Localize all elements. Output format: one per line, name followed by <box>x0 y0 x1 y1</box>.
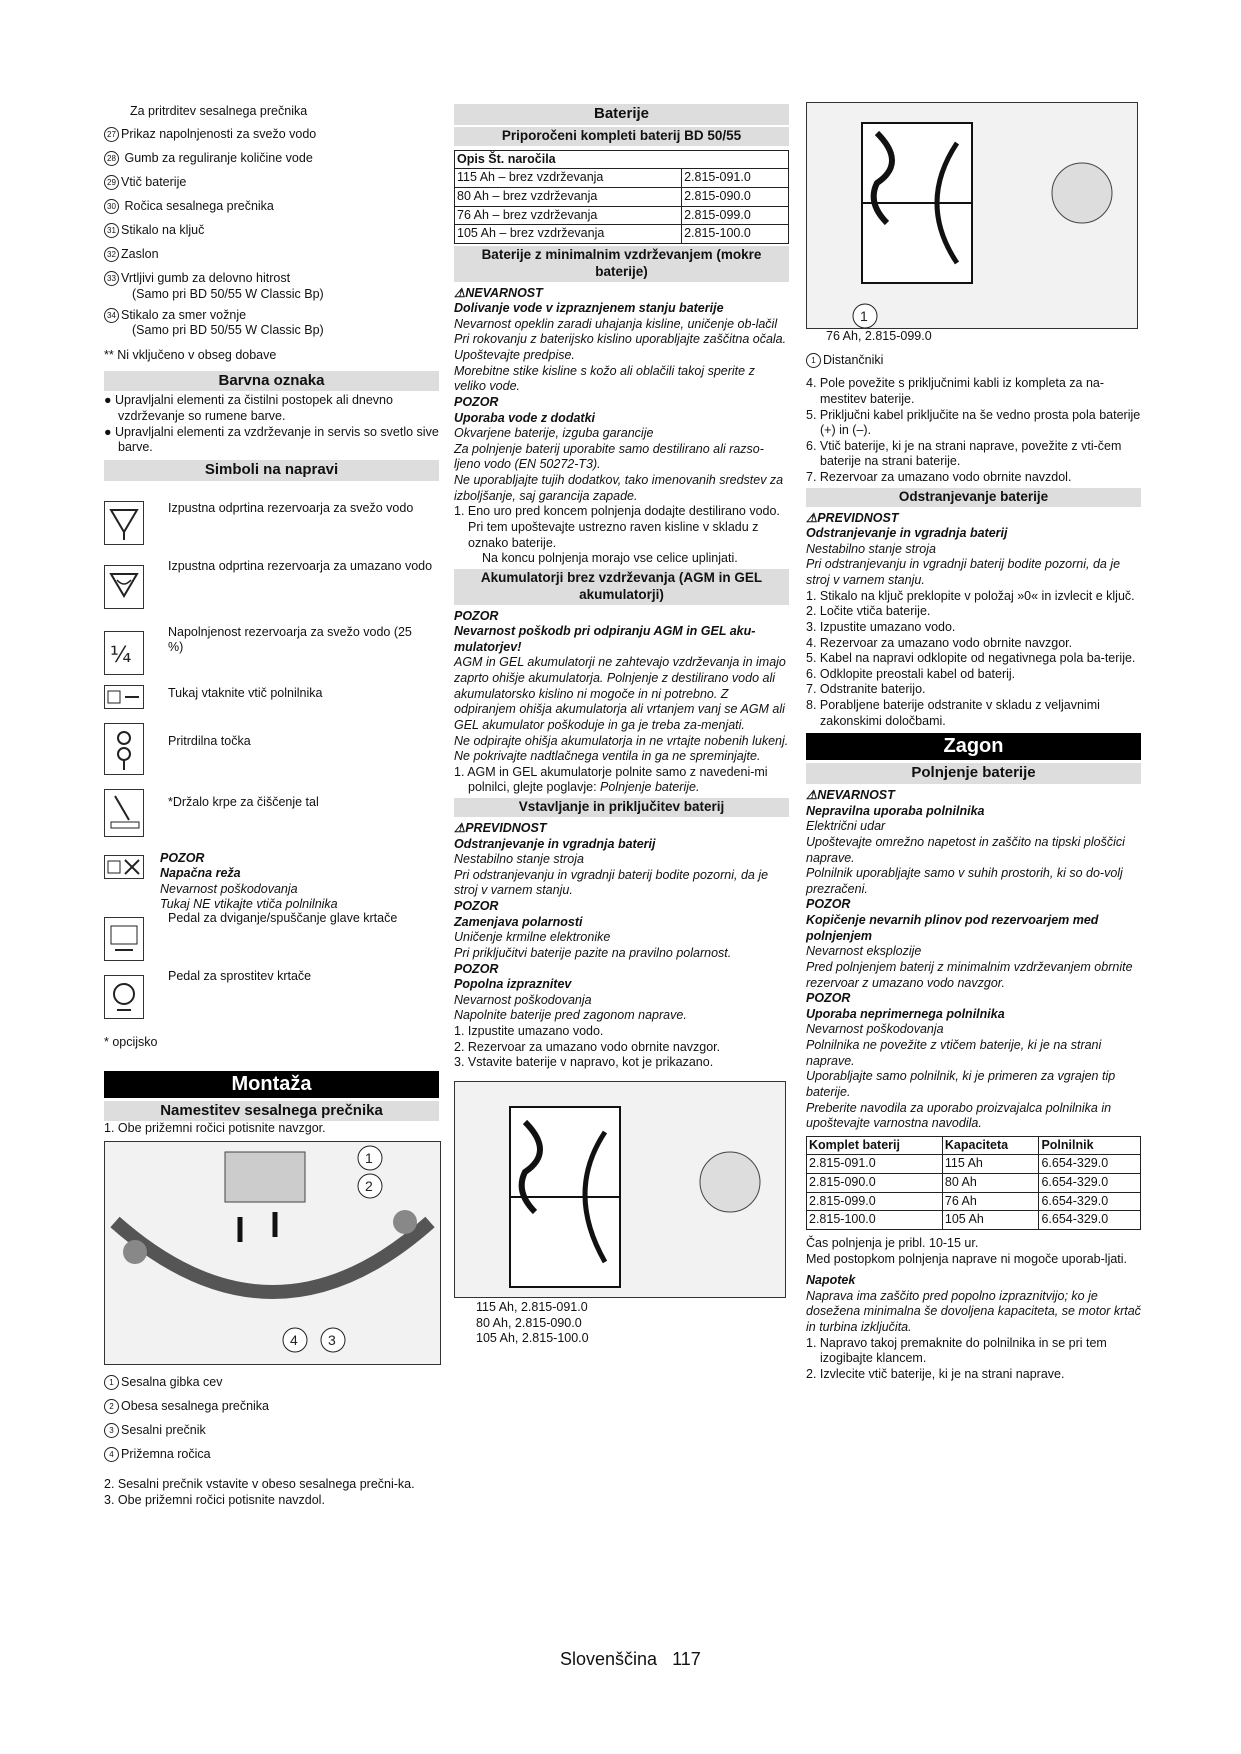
caution-label: ⚠PREVIDNOST <box>806 510 899 525</box>
legend-item: 28 Gumb za reguliranje količine vode <box>104 151 439 175</box>
section-heading-symbols: Simboli na napravi <box>104 460 439 481</box>
step: 3. Obe prižemni ročici potisnite navzdol. <box>104 1492 325 1507</box>
table-row: 105 Ah – brez vzdrževanja 2.815-100.0 <box>455 225 789 244</box>
caution-text: Pred polnjenjem baterij z minimalnim vzdrževanjem obrnite rezervoar z umazano vodo navzgor. <box>806 959 1133 990</box>
danger-text: Upoštevajte predpise. <box>454 348 575 362</box>
caution-title: Odstranjevanje in vgradnja baterij <box>454 836 656 851</box>
wrong-slot-icon <box>104 855 144 879</box>
callout-number: 1 <box>860 308 868 324</box>
number-badge: 27 <box>104 127 119 142</box>
number-badge: 28 <box>104 151 119 166</box>
legend-list <box>104 104 439 339</box>
footer-language: Slovenščina <box>560 1649 658 1669</box>
caution-title: Odstranjevanje in vgradnja baterij <box>806 526 1008 541</box>
table-row: 80 Ah – brez vzdrževanja 2.815-090.0 <box>455 187 789 206</box>
caution-text: Preberite navodila za uporabo proizvajalca polnilnika in upoštevajte varnostna navodila. <box>806 1100 1112 1131</box>
legend-item: 27 Prikaz napolnjenosti za svežo vodo <box>104 127 439 151</box>
squeegee-figure <box>104 1141 441 1365</box>
caution-text: Ne pokrivajte nadtlačnega ventila in ga ne spreminjajte. <box>454 749 761 764</box>
symbol-label: Pedal za dviganje/spuščanje glave krtače <box>168 910 398 925</box>
legend-item: 33 Vrtljivi gumb za delovno hitrost <box>104 271 439 287</box>
number-badge: 1 <box>104 1375 119 1390</box>
legend-item: 3 Sesalni prečnik <box>104 1423 439 1447</box>
legend-item: 2 Obesa sesalnega prečnika <box>104 1399 439 1423</box>
callout-number: 1 <box>365 1149 373 1166</box>
caution-text: Ne odpirajte ohišja akumulatorja in ne vrtajte nobenih lukenj. <box>454 733 789 748</box>
step: 2. Sesalni prečnik vstavite v obeso sesalnega prečni-ka. <box>104 1476 415 1491</box>
step: 6. Odklopite preostali kabel od baterij. <box>806 666 1016 681</box>
symbol-label: Izpustna odprtina rezervoarja za umazano vodo <box>168 558 433 573</box>
caution-text: Uporabljajte samo polnilnik, ki je primeren za vgrajen tip baterije. <box>806 1069 1116 1099</box>
callout-number: 4 <box>290 1331 298 1348</box>
figure-caption: 76 Ah, 2.815-099.0 <box>826 329 932 343</box>
caution-label: POZOR <box>454 608 499 623</box>
section-heading-baterije: Baterije <box>454 104 789 125</box>
warning-text: Nevarnost poškodovanja <box>160 881 298 896</box>
number-badge: 34 <box>104 308 119 323</box>
step: 7. Rezervoar za umazano vodo obrnite navzdol. <box>806 470 1072 484</box>
table-row: 2.815-099.0 76 Ah 6.654-329.0 <box>807 1192 1141 1211</box>
steps-list <box>806 589 1141 730</box>
caution-title: Uporaba vode z dodatki <box>454 410 595 425</box>
callout-number: 2 <box>365 1177 373 1194</box>
warning-label: POZOR <box>160 850 205 865</box>
step: 2. Ločite vtiča baterije. <box>806 604 931 619</box>
table-row: 76 Ah – brez vzdrževanja 2.815-099.0 <box>455 206 789 225</box>
symbol-label: Pedal za sprostitev krtače <box>168 968 312 983</box>
dirty-water-outlet-icon <box>104 565 144 609</box>
danger-title: Dolivanje vode v izpraznjenem stanju baterije <box>454 301 724 316</box>
number-badge: 30 <box>104 199 119 214</box>
fresh-water-outlet-icon <box>104 501 144 545</box>
section-subheading: Akumulatorji brez vzdrževanja (AGM in GEL akumulatorji) <box>454 569 789 605</box>
danger-text: Polnilnik uporabljajte samo v suhih prostorih, ki so do-volj prezračeni. <box>806 866 1123 896</box>
caution-text: Nevarnost poškodovanja <box>454 992 592 1007</box>
caution-text: Nevarnost eksplozije <box>806 944 922 959</box>
step: 2. Izvlecite vtič baterije, ki je na strani naprave. <box>806 1366 1065 1381</box>
step: 1. AGM in GEL akumulatorje polnite samo z navedeni-mi polnilci, glejte poglavje: Polnjenje baterije. <box>454 764 768 795</box>
caution-block <box>454 609 789 765</box>
step: 1. Napravo takoj premaknite do polnilnika in se pri tem izogibajte klancem. <box>806 1335 1107 1366</box>
callout-number: 3 <box>328 1331 336 1348</box>
caution-text: Pri odstranjevanju in vgradnji baterij bodite pozorni, da je stroj v varnem stanju. <box>806 557 1121 587</box>
number-badge: 2 <box>104 1399 119 1414</box>
steps-list <box>806 376 1141 485</box>
caution-text: AGM in GEL akumulatorji ne zahtevajo vzdrževanja in imajo zaprto ohišje akumulatorja. Polnjenje z destilirano vodo ali akumulatorsko kislino ni mogoče in ni potrebno. Z odpiranjem ohišja akumulatorja ali vrtanjem vanj se AGM ali GEL akumulator poškoduje in ga je treba za-menjati. <box>454 655 786 732</box>
symbol-label: Pritrdilna točka <box>168 733 251 748</box>
number-badge: 3 <box>104 1423 119 1438</box>
brush-release-pedal-icon <box>104 975 144 1019</box>
note-block <box>806 1273 1141 1336</box>
step: 4. Rezervoar za umazano vodo obrnite navzgor. <box>806 635 1073 650</box>
optional-note: * opcijsko <box>104 1034 158 1049</box>
caution-title: Uporaba neprimernega polnilnika <box>806 1006 1005 1021</box>
caution-label: POZOR <box>806 897 851 912</box>
caution-text: Nevarnost poškodovanja <box>806 1022 944 1037</box>
caution-block <box>454 962 789 1025</box>
section-subheading: Odstranjevanje baterije <box>806 488 1141 507</box>
caution-text: Pri priključitvi baterije pazite na pravilno polarnost. <box>454 945 732 960</box>
danger-label: ⚠NEVARNOST <box>806 788 895 802</box>
danger-block <box>806 788 1141 897</box>
legend-item: 32 Zaslon <box>104 247 439 271</box>
number-badge: 29 <box>104 175 119 190</box>
step: 3. Vstavite baterije v napravo, kot je prikazano. <box>454 1055 714 1070</box>
symbol-label: Izpustna odprtina rezervoarja za svežo vodo <box>168 500 414 515</box>
symbol-label: *Držalo krpe za čiščenje tal <box>168 794 319 809</box>
step: 5. Priključni kabel priključite na še vedno prosta pola baterije (+) in (–). <box>806 407 1141 438</box>
table-row: 2.815-100.0 105 Ah 6.654-329.0 <box>807 1211 1141 1230</box>
section-subheading: Vstavljanje in priključitev baterij <box>454 798 789 817</box>
caution-text: Polnilnika ne povežite z vtičem baterije, ki je na strani naprave. <box>806 1038 1102 1068</box>
battery-kits-table <box>454 150 789 244</box>
section-heading-mount: Namestitev sesalnega prečnika <box>104 1101 439 1122</box>
table-header: Opis Št. naročila <box>455 150 789 169</box>
caution-label: POZOR <box>454 899 499 913</box>
warning-block <box>160 851 440 914</box>
danger-text: Morebitne stike kisline s kožo ali oblačili takoj sperite z veliko vode. <box>454 363 755 394</box>
column-1 <box>104 104 439 1508</box>
danger-text: Pri rokovanju z baterijsko kislino uporabljajte zaščitna očala. <box>454 332 787 347</box>
danger-text: Upoštevajte omrežno napetost in zaščito na tipski ploščici naprave. <box>806 834 1125 865</box>
step: 1. Izpustite umazano vodo. <box>454 1024 604 1038</box>
caution-label: POZOR <box>806 991 851 1006</box>
number-badge: 32 <box>104 247 119 262</box>
danger-text: Nevarnost opeklin zaradi uhajanja kisline, uničenje ob-lačil <box>454 316 778 331</box>
charge-note: Med postopkom polnjenja naprave ni mogoče uporab-ljati. <box>806 1251 1128 1266</box>
step: 1. Obe prižemni ročici potisnite navzgor. <box>104 1121 326 1136</box>
figure-legend <box>104 1375 439 1471</box>
symbol-label: Napolnjenost rezervoarja za svežo vodo (25 %) <box>168 624 412 655</box>
number-badge: 1 <box>806 353 821 368</box>
caution-block <box>806 511 1141 589</box>
section-subheading: Priporočeni kompleti baterij BD 50/55 <box>454 127 789 146</box>
caution-text: Napolnite baterije pred zagonom naprave. <box>454 1008 687 1023</box>
charger-plug-icon <box>104 685 144 709</box>
caution-text: Nestabilno stanje stroja <box>454 852 584 867</box>
step-note: Na koncu polnjenja morajo vse celice uplinjati. <box>482 551 738 566</box>
legend-item: 1 Distančniki <box>806 353 1141 369</box>
page-footer <box>560 1648 701 1671</box>
legend-item: 30 Ročica sesalnega prečnika <box>104 199 439 223</box>
danger-label: ⚠NEVARNOST <box>454 285 543 300</box>
danger-title: Nepravilna uporaba polnilnika <box>806 803 985 818</box>
figure-caption: 115 Ah, 2.815-091.0 80 Ah, 2.815-090.0 105 Ah, 2.815-100.0 <box>476 1299 589 1346</box>
battery-76ah-figure <box>806 102 1138 329</box>
charger-table <box>806 1136 1141 1230</box>
caution-block <box>454 821 789 899</box>
section-heading-color: Barvna oznaka <box>104 371 439 392</box>
caution-text: Ne uporabljajte tujih dodatkov, tako imenovanih sredstev za izboljšanje, saj garancija zapade. <box>454 473 784 503</box>
warning-text: Tukaj NE vtikajte vtiča polnilnika <box>160 897 338 912</box>
column-3 <box>806 104 1141 1383</box>
step: 4. Pole povežite s priključnimi kabli iz kompleta za na-mestitev baterije. <box>806 376 1105 406</box>
symbol-label: Tukaj vtaknite vtič polnilnika <box>168 685 323 700</box>
legend-item: 4 Prižemna ročica <box>104 1447 439 1471</box>
mop-holder-icon <box>104 789 144 837</box>
legend-note: (Samo pri BD 50/55 W Classic Bp) <box>132 286 324 301</box>
legend-item: Za pritrditev sesalnega prečnika <box>130 104 308 118</box>
number-badge: 33 <box>104 271 119 286</box>
step: 5. Kabel na napravi odklopite od negativnega pola ba-terije. <box>806 651 1136 666</box>
legend-item: 29 Vtič baterije <box>104 175 439 199</box>
section-heading-charge: Polnjenje baterije <box>806 763 1141 784</box>
step: 3. Izpustite umazano vodo. <box>806 619 956 634</box>
danger-block <box>454 286 789 395</box>
list-item: ● Upravljalni elementi za vzdrževanje in servis so svetlo sive barve. <box>104 424 439 455</box>
caution-text: Za polnjenje baterij uporabite samo destilirano ali razso-ljeno vodo (EN 50272-T3). <box>454 441 764 472</box>
section-subheading: Baterije z minimalnim vzdrževanjem (mokre baterije) <box>454 246 789 282</box>
step: 2. Rezervoar za umazano vodo obrnite navzgor. <box>454 1039 721 1054</box>
brush-head-pedal-icon <box>104 917 144 961</box>
note-text: Naprava ima zaščito pred popolno izpraznitvijo; ko je dosežena minimalna še dovoljena kapaciteta, se motor krtač in turbina izključita. <box>806 1288 1141 1334</box>
caution-text: Nestabilno stanje stroja <box>806 541 936 556</box>
caution-label: POZOR <box>454 961 499 976</box>
table-header: Komplet baterij Kapaciteta Polnilnik <box>807 1136 1141 1155</box>
symbols-list <box>104 481 439 1071</box>
table-row: 2.815-091.0 115 Ah 6.654-329.0 <box>807 1155 1141 1174</box>
battery-install-figure <box>454 1081 786 1298</box>
column-2 <box>454 104 789 1347</box>
warning-title: Napačna reža <box>160 866 241 881</box>
number-badge: 4 <box>104 1447 119 1462</box>
not-included-note: ** Ni vključeno v obseg dobave <box>104 347 277 362</box>
caution-title: Zamenjava polarnosti <box>454 914 583 929</box>
caution-text: Okvarjene baterije, izguba garancije <box>454 426 654 441</box>
chapter-heading-zagon: Zagon <box>806 733 1141 760</box>
caution-title: Kopičenje nevarnih plinov pod rezervoarjem med polnjenjem <box>806 913 1099 943</box>
legend-item: 31 Stikalo na ključ <box>104 223 439 247</box>
legend-item: 34 Stikalo za smer vožnje <box>104 308 439 324</box>
legend-item: 1 Sesalna gibka cev <box>104 1375 439 1399</box>
step: 6. Vtič baterije, ki je na strani naprave, povežite z vti-čem baterije na strani baterije. <box>806 438 1122 469</box>
list-item: ● Upravljalni elementi za čistilni postopek ali dnevno vzdrževanje so rumene barve. <box>104 393 393 423</box>
caution-block <box>454 899 789 962</box>
danger-text: Električni udar <box>806 819 886 834</box>
caution-block <box>806 991 1141 1132</box>
caution-block <box>806 897 1141 991</box>
caution-title: Nevarnost poškodb pri odpiranju AGM in GEL aku-mulatorjev! <box>454 624 756 654</box>
attachment-point-icon <box>104 723 144 775</box>
step: 1. Stikalo na ključ preklopite v položaj »0« in izvlecit e ključ. <box>806 588 1135 603</box>
tank-level-quarter-icon <box>104 631 144 675</box>
step: 7. Odstranite baterijo. <box>806 682 926 697</box>
caution-label: ⚠PREVIDNOST <box>454 820 547 835</box>
chapter-heading-montaza: Montaža <box>104 1071 439 1098</box>
table-row: 115 Ah – brez vzdrževanja 2.815-091.0 <box>455 169 789 188</box>
caution-label: POZOR <box>454 394 499 409</box>
table-row: 2.815-090.0 80 Ah 6.654-329.0 <box>807 1174 1141 1193</box>
caution-block <box>454 395 789 504</box>
caution-text: Pri odstranjevanju in vgradnji baterij bodite pozorni, da je stroj v varnem stanju. <box>454 867 769 898</box>
svg-text:¼: ¼ <box>110 642 132 668</box>
color-list <box>104 393 439 456</box>
step: 8. Porabljene baterije odstranite v skladu z veljavnimi zakonskimi določbami. <box>806 698 1100 728</box>
step: 1. Eno uro pred koncem polnjenja dodajte destilirano vodo. Pri tem upoštevajte ustrezno raven kisline v skladu z oznako baterije. <box>454 504 780 550</box>
legend-note: (Samo pri BD 50/55 W Classic Bp) <box>132 323 324 338</box>
charge-time: Čas polnjenja je pribl. 10-15 ur. <box>806 1235 979 1250</box>
caution-title: Popolna izpraznitev <box>454 977 572 992</box>
number-badge: 31 <box>104 223 119 238</box>
note-label: Napotek <box>806 1273 856 1288</box>
page-number: 117 <box>672 1649 701 1669</box>
caution-text: Uničenje krmilne elektronike <box>454 930 611 945</box>
